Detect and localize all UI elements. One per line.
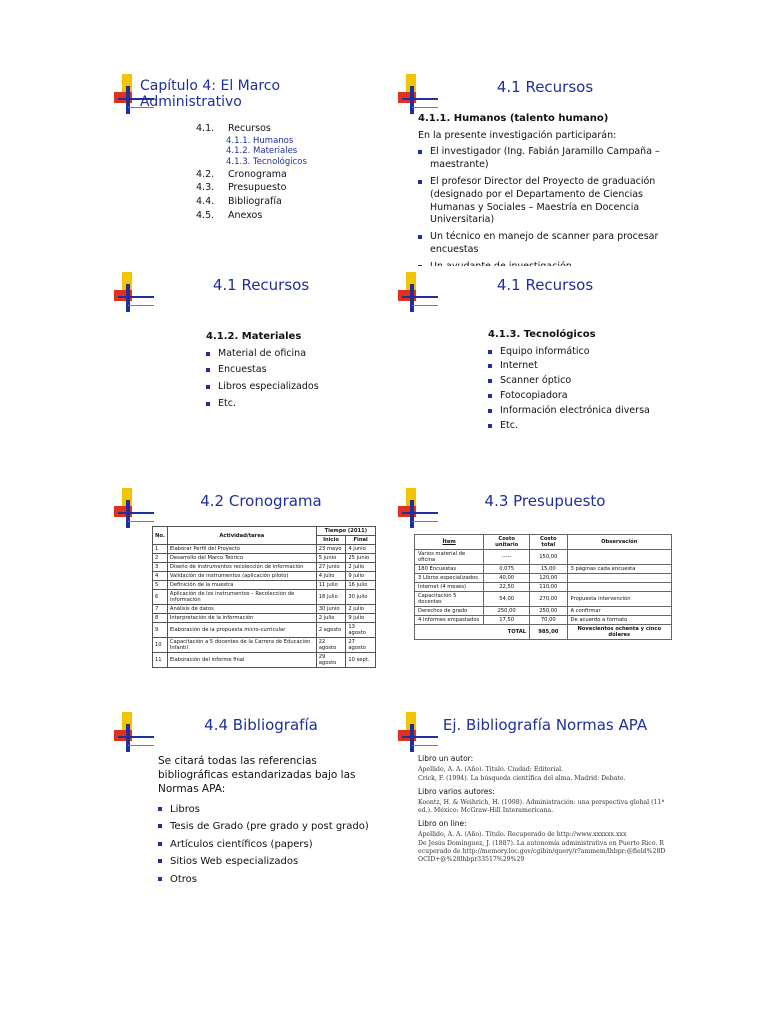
- total-words: Novecientos ochenta y cinco dólares: [567, 625, 671, 640]
- table-row: [415, 592, 672, 607]
- toc-label: Bibliografía: [228, 196, 282, 208]
- cell: 16 julio: [346, 581, 376, 590]
- cell: 4 Informes empastados: [415, 616, 484, 625]
- cell: [567, 583, 671, 592]
- slide-title: 4.1 Recursos: [212, 276, 310, 294]
- slide-content: [206, 330, 378, 415]
- cell: 11 julio: [316, 581, 346, 590]
- list-item: Fotocopiadora: [488, 390, 662, 403]
- apa-heading: Libro un autor:: [418, 754, 474, 763]
- toc-num: 4.2.: [196, 168, 215, 180]
- cell: 8: [153, 614, 168, 623]
- slide-lead: Se citará todas las referencias bibliográficas estandarizadas bajo las Normas APA:: [158, 755, 356, 796]
- table-row: [153, 653, 376, 668]
- col-header-time: Tiempo (2011): [316, 527, 375, 536]
- cell: 4: [153, 572, 168, 581]
- cell: 3 Libros especializados: [415, 574, 484, 583]
- list-item: Etc.: [206, 398, 378, 411]
- total-row: [415, 625, 672, 640]
- total-label: TOTAL: [415, 625, 530, 640]
- cell: 2 julio: [346, 605, 376, 614]
- table-row: [153, 614, 376, 623]
- toc-item: [196, 181, 307, 195]
- cell: 4 julio: [316, 572, 346, 581]
- cell: Análisis de datos: [167, 605, 316, 614]
- list-item: Un técnico en manejo de scanner para procesar encuestas: [418, 231, 662, 257]
- cell: 18 julio: [316, 590, 346, 605]
- schedule-table: [152, 526, 376, 668]
- list-item: Sitios Web especializados: [158, 855, 386, 869]
- slide-apa-examples: [398, 706, 670, 892]
- cell: Elaborar Perfil del Proyecto: [167, 545, 316, 554]
- table-row: [153, 638, 376, 653]
- cell: Propuesta intervención: [567, 592, 671, 607]
- table-row: [153, 605, 376, 614]
- toc-subitem: 4.1.1. Humanos: [226, 135, 294, 146]
- list-item: Equipo informático: [488, 346, 662, 359]
- cell: 13 agosto: [346, 623, 376, 638]
- cell: 110,00: [530, 583, 567, 592]
- cell: 5: [153, 581, 168, 590]
- slide-subtitle: 4.1.1. Humanos (talento humano): [418, 113, 609, 124]
- col-header-observation: Observación: [567, 535, 671, 550]
- table-row: [415, 616, 672, 625]
- cell: 5 junio: [316, 554, 346, 563]
- table-row: [415, 607, 672, 616]
- cell: Validación de instrumentos (aplicación piloto): [167, 572, 316, 581]
- table-of-contents: [196, 122, 307, 223]
- bullet-list: [206, 348, 378, 411]
- col-header-end: Final: [346, 536, 376, 545]
- slide-marco-administrativo: [114, 68, 386, 254]
- cell: De acuerdo a formato: [567, 616, 671, 625]
- apa-reference: Apellido, A. A. (Año). Título. Recuperado de http://www.xxxxxx.xxx: [418, 830, 627, 838]
- cell: 4 junio: [346, 545, 376, 554]
- budget-table: [414, 534, 672, 640]
- bullet-list: [488, 346, 662, 433]
- cell: Definición de la muestra: [167, 581, 316, 590]
- table-row: [153, 572, 376, 581]
- col-header-unit-cost: Costo unitario: [484, 535, 530, 550]
- slide-content: [418, 750, 666, 865]
- apa-reference: Apellido, A. A. (Año). Título. Ciudad: Editorial.: [418, 765, 564, 773]
- cell: 0,075: [484, 565, 530, 574]
- table-row: [153, 554, 376, 563]
- toc-num: 4.5.: [196, 209, 215, 221]
- cell: Elaboración de la propuesta micro-curricular: [167, 623, 316, 638]
- list-item: Libros: [158, 803, 386, 817]
- table-row: [153, 581, 376, 590]
- cell: 23 mayo: [316, 545, 346, 554]
- list-item: Material de oficina: [206, 348, 378, 361]
- cell: 70,00: [530, 616, 567, 625]
- slide-content: [418, 112, 662, 278]
- slide-title: 4.2 Cronograma: [200, 492, 322, 510]
- list-item: Encuestas: [206, 364, 378, 377]
- cell: 22 agosto: [316, 638, 346, 653]
- col-header-item: Ítem: [415, 535, 484, 550]
- col-header-no: No.: [153, 527, 168, 545]
- list-item: Internet: [488, 360, 662, 373]
- slide-title: 4.1 Recursos: [496, 276, 594, 294]
- cell: 30 junio: [316, 605, 346, 614]
- cell: 180 Encuestas: [415, 565, 484, 574]
- total-value: 985,00: [530, 625, 567, 640]
- list-item: Etc.: [488, 420, 662, 433]
- cell: 2 julio: [316, 614, 346, 623]
- toc-label: Recursos: [228, 123, 271, 134]
- cell: 9 julio: [346, 614, 376, 623]
- cell: 270,00: [530, 592, 567, 607]
- cell: 29 agosto: [316, 653, 346, 668]
- cell: 150,00: [530, 550, 567, 565]
- cell: 250,00: [530, 607, 567, 616]
- slide-recursos-humanos: [398, 68, 670, 254]
- slide-content: [488, 328, 662, 434]
- toc-item: [196, 122, 307, 136]
- cell: A confirmar: [567, 607, 671, 616]
- cell: 6: [153, 590, 168, 605]
- list-item: Información electrónica diversa: [488, 405, 662, 418]
- cell: 9 julio: [346, 572, 376, 581]
- table-row: [153, 545, 376, 554]
- slide-intro: En la presente investigación participarán:: [418, 129, 617, 141]
- table-row: [153, 590, 376, 605]
- cell: Capacitación a 5 docentes de la Carrera de Educación Infantil: [167, 638, 316, 653]
- cell: Varios material de oficina: [415, 550, 484, 565]
- apa-reference: Koontz, H. & Weihrich, H. (1998). Administración: una perspectiva global (11ª ed.). México: McGraw-Hill Interamericana.: [418, 798, 665, 814]
- cell: 10 sept.: [346, 653, 376, 668]
- cell: 3: [153, 563, 168, 572]
- cell: 250,00: [484, 607, 530, 616]
- cell: 120,00: [530, 574, 567, 583]
- toc-label: Cronograma: [228, 168, 287, 180]
- cell: 54,00: [484, 592, 530, 607]
- slide-title: 4.3 Presupuesto: [484, 492, 606, 510]
- col-header-start: Inicio: [316, 536, 346, 545]
- cell: 27 junio: [316, 563, 346, 572]
- cell: 9: [153, 623, 168, 638]
- slide-cronograma: [114, 482, 386, 668]
- table-row: [153, 623, 376, 638]
- cell: Desarrollo del Marco Teórico: [167, 554, 316, 563]
- toc-item: [196, 195, 307, 209]
- slide-title: Ej. Bibliografía Normas APA: [442, 716, 648, 734]
- slide-content: [158, 754, 386, 890]
- apa-reference: De Jesús Domínguez, J. (1887). La autonomía administrativa en Puerto Rico. Recuperado de http://memory.loc.gov/cgibin/query/r?ammem/lhbpr:@field%28DOCID+@%28lhbpr33517%29%29: [418, 839, 666, 863]
- toc-num: 4.3.: [196, 182, 215, 194]
- slide-title: Capítulo 4: El Marco Administrativo: [140, 78, 281, 110]
- toc-label: Presupuesto: [228, 182, 287, 194]
- cell: 40,00: [484, 574, 530, 583]
- cell: 1: [153, 545, 168, 554]
- slide-recursos-tecnologicos: [398, 266, 670, 452]
- toc-subitem: 4.1.2. Materiales: [226, 146, 298, 157]
- apa-heading: Libro varios autores:: [418, 786, 495, 796]
- slide-bibliografia: [114, 706, 386, 892]
- cell: Interpretación de la información: [167, 614, 316, 623]
- table-row: [415, 583, 672, 592]
- list-item: Libros especializados: [206, 381, 378, 394]
- cell: Internet (4 meses): [415, 583, 484, 592]
- cell: 17,50: [484, 616, 530, 625]
- toc-num: 4.1.: [196, 123, 215, 134]
- list-item: Scanner óptico: [488, 375, 662, 388]
- slide-presupuesto: [398, 482, 670, 668]
- list-item: El profesor Director del Proyecto de graduación (designado por el Departamento de Ciencias Humanas y Sociales – Maestría en Docencia Universitaria): [418, 176, 662, 227]
- cell: 10: [153, 638, 168, 653]
- cell: 2: [153, 554, 168, 563]
- cell: Diseño de instrumentos recolección de información: [167, 563, 316, 572]
- slide-title: 4.1 Recursos: [496, 78, 594, 96]
- toc-label: Anexos: [228, 209, 263, 221]
- cell: 7: [153, 605, 168, 614]
- slide-recursos-materiales: [114, 266, 386, 452]
- table-row: [415, 574, 672, 583]
- slide-title: 4.4 Bibliografía: [204, 716, 318, 734]
- schedule-body: [153, 545, 376, 668]
- cell: Elaboración del informe final: [167, 653, 316, 668]
- slide-subtitle: 4.1.3. Tecnológicos: [488, 329, 596, 340]
- list-item: El investigador (Ing. Fabián Jaramillo Campaña – maestrante): [418, 146, 662, 172]
- cell: 11: [153, 653, 168, 668]
- toc-subitem: 4.1.3. Tecnológicos: [226, 157, 307, 168]
- apa-reference: Crick, F. (1994). La búsqueda científica del alma. Madrid: Debate.: [418, 774, 626, 782]
- cell: 27 agosto: [346, 638, 376, 653]
- list-item: Artículos científicos (papers): [158, 838, 386, 852]
- slide-subtitle: 4.1.2. Materiales: [206, 331, 302, 342]
- table-row: [415, 565, 672, 574]
- cell: -----: [484, 550, 530, 565]
- bullet-list: [418, 146, 662, 273]
- table-row: [153, 563, 376, 572]
- cell: 2 agosto: [316, 623, 346, 638]
- table-row: [415, 550, 672, 565]
- col-header-total-cost: Costo total: [530, 535, 567, 550]
- bullet-list: [158, 803, 386, 887]
- apa-heading: Libro on line:: [418, 818, 467, 828]
- cell: 2 julio: [346, 563, 376, 572]
- cell: [567, 550, 671, 565]
- table-header-row: [153, 527, 376, 536]
- table-header-row: [415, 535, 672, 550]
- cell: 25 junio: [346, 554, 376, 563]
- cell: Aplicación de los instrumentos – Recolección de información: [167, 590, 316, 605]
- cell: 30 julio: [346, 590, 376, 605]
- col-header-activity: Actividad/tarea: [167, 527, 316, 545]
- cell: Derechos de grado: [415, 607, 484, 616]
- cell: [567, 574, 671, 583]
- toc-item: [196, 209, 307, 223]
- cell: Capacitación 5 docentes: [415, 592, 484, 607]
- cell: 3 páginas cada encuesta: [567, 565, 671, 574]
- cell: 15,00: [530, 565, 567, 574]
- list-item: Otros: [158, 873, 386, 887]
- cell: 22,50: [484, 583, 530, 592]
- toc-num: 4.4.: [196, 196, 215, 208]
- toc-item: [196, 168, 307, 182]
- list-item: Tesis de Grado (pre grado y post grado): [158, 820, 386, 834]
